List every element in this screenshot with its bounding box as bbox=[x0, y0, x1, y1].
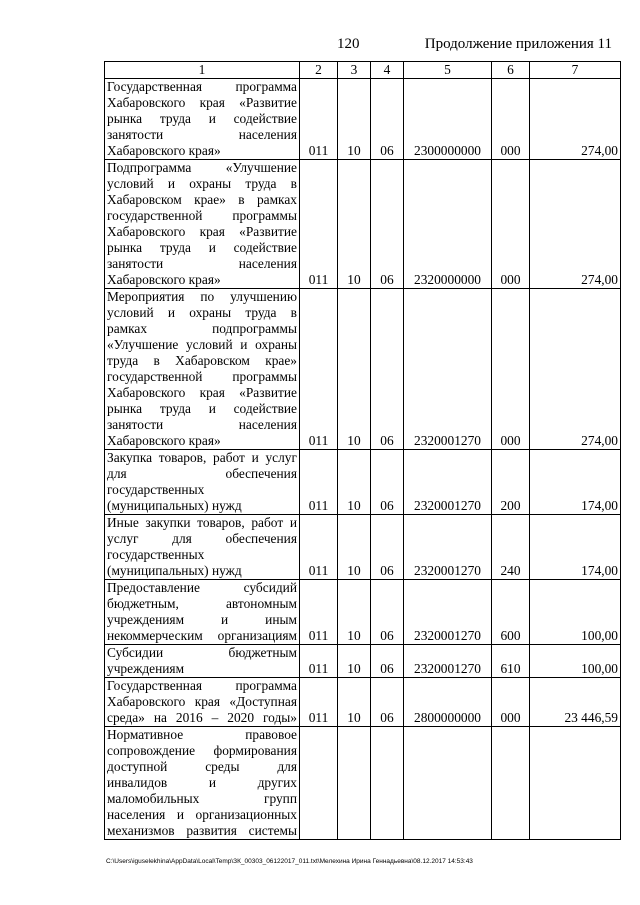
row-name-line: маломобильных групп bbox=[107, 791, 297, 806]
table-row bbox=[105, 79, 621, 160]
cell-c5 bbox=[404, 727, 492, 840]
cell-c7: 100,00 bbox=[530, 645, 621, 678]
table-row bbox=[105, 645, 621, 678]
table-row bbox=[105, 160, 621, 289]
cell-c3: 10 bbox=[338, 580, 371, 645]
row-name-line: Нормативное правовое bbox=[107, 727, 297, 742]
cell-c6: 600 bbox=[492, 580, 530, 645]
row-name-line: рынка труда и содействие bbox=[107, 240, 297, 255]
cell-c5: 2320001270 bbox=[404, 450, 492, 515]
row-name-line: некоммерческим организациям bbox=[107, 628, 297, 643]
col-header-7: 7 bbox=[530, 62, 621, 79]
row-name-cell bbox=[105, 289, 300, 450]
cell-c6: 000 bbox=[492, 289, 530, 450]
row-name-line: сопровождение формирования bbox=[107, 743, 297, 758]
table-row bbox=[105, 289, 621, 450]
table-row bbox=[105, 580, 621, 645]
cell-c2: 011 bbox=[300, 580, 338, 645]
cell-c2: 011 bbox=[300, 289, 338, 450]
row-name-line: Хабаровского края «Доступная bbox=[107, 694, 297, 709]
cell-c3: 10 bbox=[338, 515, 371, 580]
cell-c2: 011 bbox=[300, 160, 338, 289]
row-name-line: Закупка товаров, работ и услуг bbox=[107, 450, 297, 465]
col-header-3: 3 bbox=[338, 62, 371, 79]
row-name-line: Государственная программа bbox=[107, 79, 297, 94]
col-header-6: 6 bbox=[492, 62, 530, 79]
cell-c3: 10 bbox=[338, 678, 371, 727]
cell-c7: 274,00 bbox=[530, 160, 621, 289]
header-row bbox=[105, 62, 621, 79]
row-name-line: Иные закупки товаров, работ и bbox=[107, 515, 297, 530]
row-name-line: рамках подпрограммы bbox=[107, 321, 297, 336]
file-path-footer: C:\Users\iguselekhina\AppData\Local\Temp\ЗК_00303_06122017_011.txt\Мелехина Ирина Геннадьевна\08.12.2017 14:53:43 bbox=[106, 858, 473, 865]
row-name-line: Субсидии бюджетным bbox=[107, 645, 297, 660]
row-name-line: бюджетным, автономным bbox=[107, 596, 297, 611]
cell-c4: 06 bbox=[371, 450, 404, 515]
row-name-line: труда в Хабаровском крае» bbox=[107, 353, 297, 368]
row-name-line: Хабаровского края «Развитие bbox=[107, 385, 297, 400]
row-name-cell bbox=[105, 645, 300, 678]
row-name-line: государственной программы bbox=[107, 369, 297, 384]
row-name-line: населения и организационных bbox=[107, 807, 297, 822]
row-name-line: механизмов развития системы bbox=[107, 823, 297, 838]
row-name-line: Хабаровского края «Развитие bbox=[107, 95, 297, 110]
cell-c7: 274,00 bbox=[530, 79, 621, 160]
cell-c5: 2320001270 bbox=[404, 515, 492, 580]
row-name-line: Хабаровском крае» в рамках bbox=[107, 192, 297, 207]
cell-c5: 2320001270 bbox=[404, 645, 492, 678]
cell-c3: 10 bbox=[338, 645, 371, 678]
table-row bbox=[105, 515, 621, 580]
cell-c3 bbox=[338, 727, 371, 840]
cell-c5: 2320001270 bbox=[404, 289, 492, 450]
cell-c6: 240 bbox=[492, 515, 530, 580]
cell-c5: 2300000000 bbox=[404, 79, 492, 160]
table-row bbox=[105, 678, 621, 727]
row-name-line: государственных bbox=[107, 547, 205, 562]
cell-c7: 174,00 bbox=[530, 450, 621, 515]
row-name-cell bbox=[105, 79, 300, 160]
cell-c3: 10 bbox=[338, 79, 371, 160]
cell-c4: 06 bbox=[371, 515, 404, 580]
cell-c2: 011 bbox=[300, 645, 338, 678]
row-name-cell bbox=[105, 450, 300, 515]
cell-c5: 2320001270 bbox=[404, 580, 492, 645]
row-name-cell bbox=[105, 580, 300, 645]
cell-c6: 000 bbox=[492, 160, 530, 289]
page-number: 120 bbox=[337, 36, 360, 52]
row-name-cell bbox=[105, 160, 300, 289]
table-row bbox=[105, 727, 621, 840]
row-name-cell bbox=[105, 678, 300, 727]
cell-c7: 100,00 bbox=[530, 580, 621, 645]
row-name-line: условий и охраны труда в bbox=[107, 305, 297, 320]
row-name-line: (муниципальных) нужд bbox=[107, 498, 242, 513]
cell-c4 bbox=[371, 727, 404, 840]
cell-c6: 000 bbox=[492, 79, 530, 160]
col-header-5: 5 bbox=[404, 62, 492, 79]
row-name-line: рынка труда и содействие bbox=[107, 111, 297, 126]
row-name-line: государственной программы bbox=[107, 208, 297, 223]
cell-c4: 06 bbox=[371, 645, 404, 678]
row-name-line: «Улучшение условий и охраны bbox=[107, 337, 297, 352]
cell-c5: 2320000000 bbox=[404, 160, 492, 289]
cell-c6 bbox=[492, 727, 530, 840]
cell-c6: 610 bbox=[492, 645, 530, 678]
row-name-line: доступной среды для bbox=[107, 759, 297, 774]
row-name-line: государственных bbox=[107, 482, 205, 497]
cell-c5: 2800000000 bbox=[404, 678, 492, 727]
row-name-line: для обеспечения bbox=[107, 466, 297, 481]
row-name-line: условий и охраны труда в bbox=[107, 176, 297, 191]
table-row bbox=[105, 450, 621, 515]
cell-c2: 011 bbox=[300, 678, 338, 727]
row-name-line: рынка труда и содействие bbox=[107, 401, 297, 416]
row-name-line: Предоставление субсидий bbox=[107, 580, 297, 595]
cell-c6: 200 bbox=[492, 450, 530, 515]
row-name-line: учреждениям и иным bbox=[107, 612, 297, 627]
row-name-line: Хабаровского края «Развитие bbox=[107, 224, 297, 239]
cell-c7: 274,00 bbox=[530, 289, 621, 450]
row-name-line: среда» на 2016 – 2020 годы» bbox=[107, 710, 297, 725]
cell-c4: 06 bbox=[371, 79, 404, 160]
cell-c2: 011 bbox=[300, 515, 338, 580]
cell-c3: 10 bbox=[338, 450, 371, 515]
cell-c4: 06 bbox=[371, 678, 404, 727]
cell-c2 bbox=[300, 727, 338, 840]
row-name-line: Хабаровского края» bbox=[107, 143, 221, 158]
cell-c3: 10 bbox=[338, 160, 371, 289]
row-name-line: занятости населения bbox=[107, 127, 297, 142]
cell-c7: 174,00 bbox=[530, 515, 621, 580]
cell-c2: 011 bbox=[300, 79, 338, 160]
cell-c4: 06 bbox=[371, 580, 404, 645]
col-header-4: 4 bbox=[371, 62, 404, 79]
cell-c4: 06 bbox=[371, 160, 404, 289]
cell-c6: 000 bbox=[492, 678, 530, 727]
row-name-line: Мероприятия по улучшению bbox=[107, 289, 297, 304]
row-name-line: инвалидов и других bbox=[107, 775, 297, 790]
cell-c2: 011 bbox=[300, 450, 338, 515]
row-name-line: учреждениям bbox=[107, 661, 185, 676]
row-name-line: (муниципальных) нужд bbox=[107, 563, 242, 578]
row-name-line: Хабаровского края» bbox=[107, 272, 221, 287]
col-header-1: 1 bbox=[105, 62, 300, 79]
col-header-2: 2 bbox=[300, 62, 338, 79]
cell-c4: 06 bbox=[371, 289, 404, 450]
row-name-cell bbox=[105, 515, 300, 580]
row-name-cell bbox=[105, 727, 300, 840]
continuation-title: Продолжение приложения 11 bbox=[424, 36, 612, 52]
budget-table bbox=[104, 61, 621, 840]
cell-c7: 23 446,59 bbox=[530, 678, 621, 727]
row-name-line: Подпрограмма «Улучшение bbox=[107, 160, 297, 175]
row-name-line: Хабаровского края» bbox=[107, 433, 221, 448]
row-name-line: Государственная программа bbox=[107, 678, 297, 693]
row-name-line: услуг для обеспечения bbox=[107, 531, 297, 546]
cell-c7 bbox=[530, 727, 621, 840]
cell-c3: 10 bbox=[338, 289, 371, 450]
row-name-line: занятости населения bbox=[107, 417, 297, 432]
row-name-line: занятости населения bbox=[107, 256, 297, 271]
